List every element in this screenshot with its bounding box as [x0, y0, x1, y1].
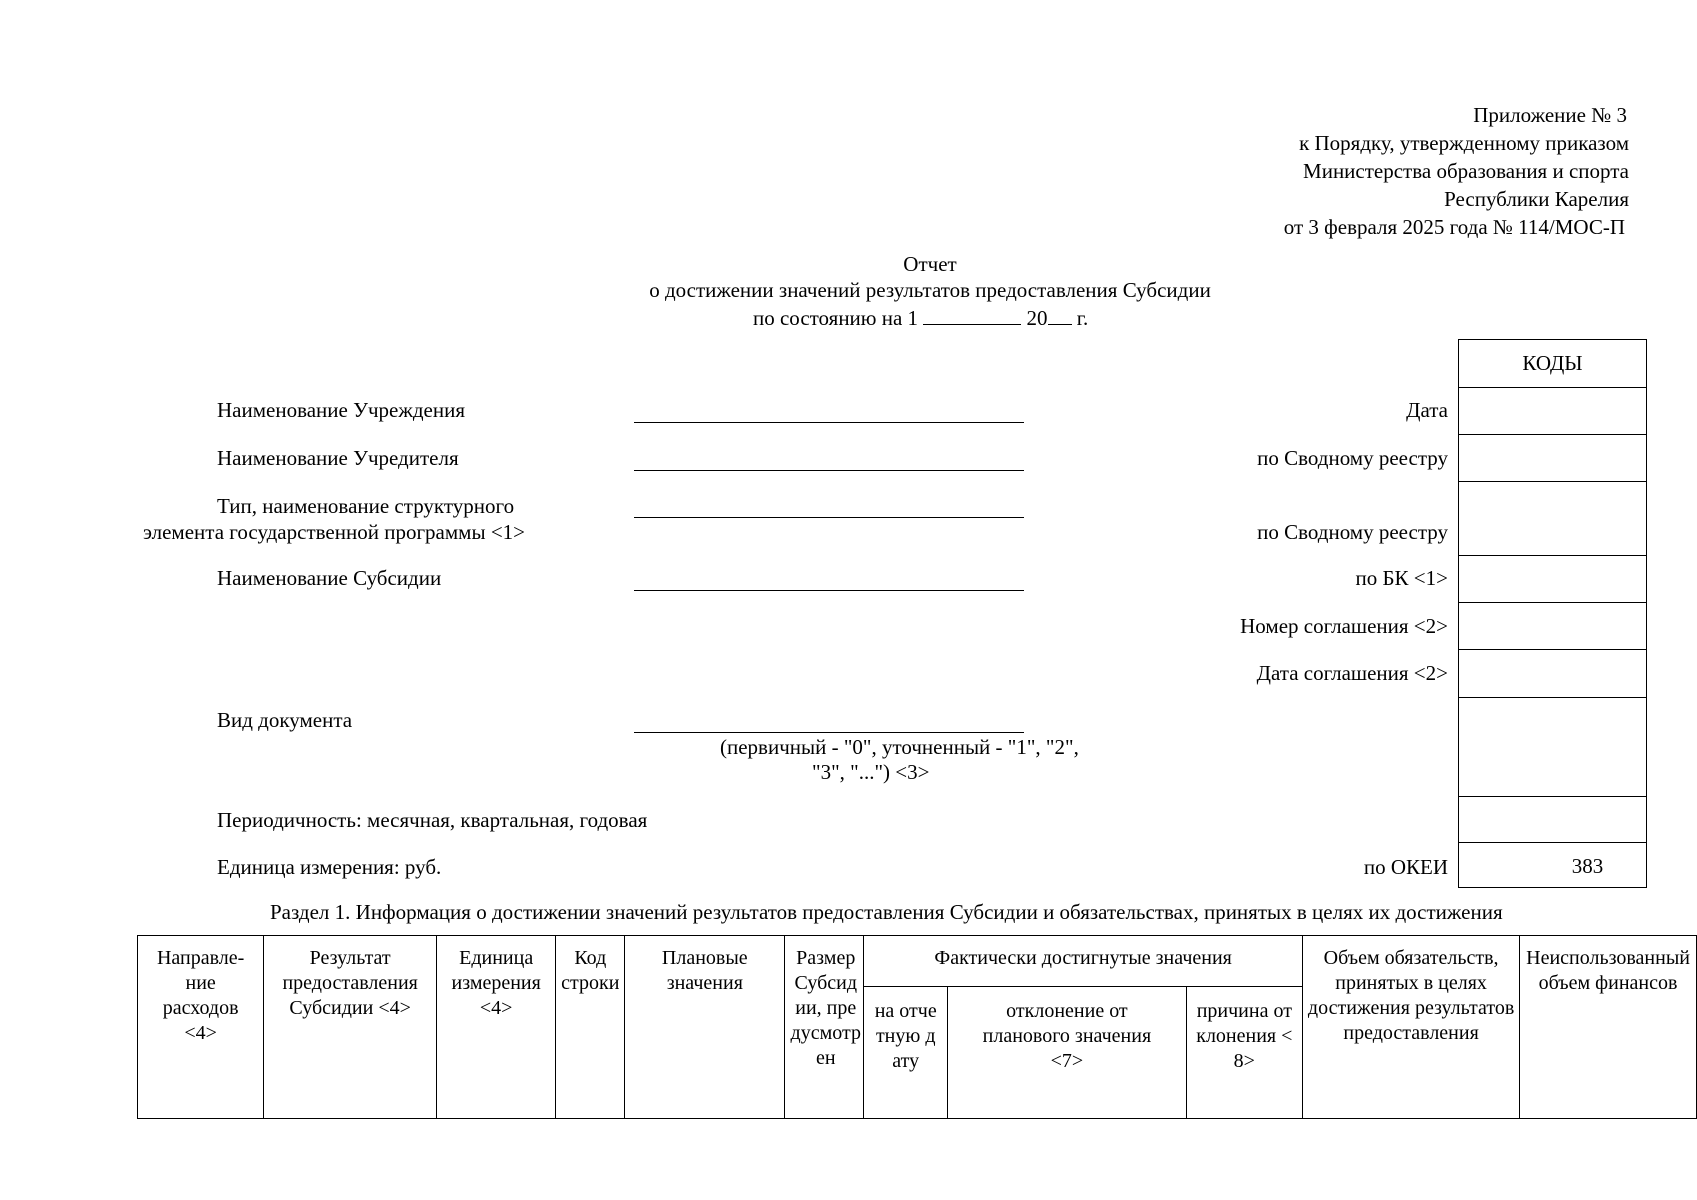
codes-label-registry-2: по Сводному реестру	[1257, 520, 1448, 544]
institution-label: Наименование Учреждения	[217, 398, 465, 422]
col-header-obligations: Объем обязательств, принятых в целях достижения результатов предоставления	[1303, 936, 1520, 1119]
codes-cell-bk	[1459, 555, 1646, 556]
col-header-unused: Неиспользованный объем финансов	[1520, 936, 1697, 1119]
codes-label-bk: по БК <1>	[1355, 566, 1448, 590]
codes-label-registry-1: по Сводному реестру	[1257, 446, 1448, 470]
col-header-code: Код строки	[556, 936, 625, 1119]
codes-label-agreement-number: Номер соглашения <2>	[1240, 614, 1448, 638]
report-date-month-blank	[923, 304, 1021, 325]
col-header-direction: Направле-ние расходов <4>	[138, 936, 264, 1119]
codes-cell-agreement-date	[1459, 649, 1646, 650]
report-subtitle: о достижении значений результатов предоставления Субсидии	[649, 278, 1211, 302]
subsidy-label: Наименование Субсидии	[217, 566, 442, 590]
codes-cell-okei	[1459, 842, 1646, 843]
codes-label-date: Дата	[1406, 398, 1448, 422]
doc-type-hint-1: (первичный - "0", уточненный - "1", "2",	[720, 735, 1079, 759]
doc-type-hint-2: "3", "...") <3>	[812, 760, 930, 784]
founder-label: Наименование Учредителя	[217, 446, 459, 470]
section1-title: Раздел 1. Информация о достижении значений результатов предоставления Субсидии и обязательствах, принятых в целях их достижения	[270, 900, 1503, 924]
unit-text: Единица измерения: руб.	[217, 855, 442, 879]
codes-cell-registry-1	[1459, 434, 1646, 435]
codes-cell-registry-2	[1459, 481, 1646, 482]
program-label-line-2: элемента государственной программы <1>	[143, 520, 525, 544]
program-field-line	[634, 517, 1024, 518]
appendix-line-1: Приложение № 3	[1473, 103, 1627, 127]
col-header-actual-date: на отчетную дату	[864, 987, 948, 1119]
col-header-reason: причина отклонения <8>	[1186, 987, 1303, 1119]
codes-box	[1458, 339, 1647, 888]
report-date-line	[753, 304, 1088, 331]
codes-label-okei: по ОКЕИ	[1363, 855, 1448, 879]
report-title: Отчет	[903, 252, 957, 276]
doc-type-field-line	[634, 732, 1024, 733]
col-header-unit: Единица измерения <4>	[437, 936, 556, 1119]
section1-table	[137, 935, 1697, 1119]
codes-cell-periodicity	[1459, 796, 1646, 797]
codes-cell-doc-type	[1459, 697, 1646, 698]
col-header-actual-group: Фактически достигнутые значения	[864, 936, 1303, 987]
program-label-line-1: Тип, наименование структурного	[217, 494, 515, 518]
appendix-line-5: от 3 февраля 2025 года № 114/МОС-П	[1283, 215, 1625, 239]
col-header-planned: Плановые значения	[625, 936, 785, 1119]
codes-okei-value: 383	[1571, 854, 1604, 878]
col-header-deviation: отклонение от планового значения <7>	[948, 987, 1186, 1119]
report-date-prefix: по состоянию на 1	[753, 306, 919, 330]
appendix-line-3: Министерства образования и спорта	[1303, 159, 1629, 183]
appendix-line-2: к Порядку, утвержденному приказом	[1299, 131, 1629, 155]
codes-header: КОДЫ	[1522, 351, 1583, 375]
codes-cell-agreement-number	[1459, 602, 1646, 603]
report-date-suffix: г.	[1076, 306, 1089, 330]
codes-label-agreement-date: Дата соглашения <2>	[1256, 661, 1448, 685]
doc-type-label: Вид документа	[217, 708, 353, 732]
institution-field-line	[634, 422, 1024, 423]
periodicity-text: Периодичность: месячная, квартальная, годовая	[217, 808, 648, 832]
appendix-line-4: Республики Карелия	[1444, 187, 1629, 211]
report-date-year-blank	[1048, 304, 1072, 325]
codes-cell-date	[1459, 387, 1646, 388]
col-header-size: Размер Субсидии, предусмотрен	[785, 936, 864, 1119]
col-header-result: Результат предоставления Субсидии <4>	[264, 936, 437, 1119]
subsidy-field-line	[634, 590, 1024, 591]
report-date-year: 20	[1026, 306, 1048, 330]
founder-field-line	[634, 470, 1024, 471]
